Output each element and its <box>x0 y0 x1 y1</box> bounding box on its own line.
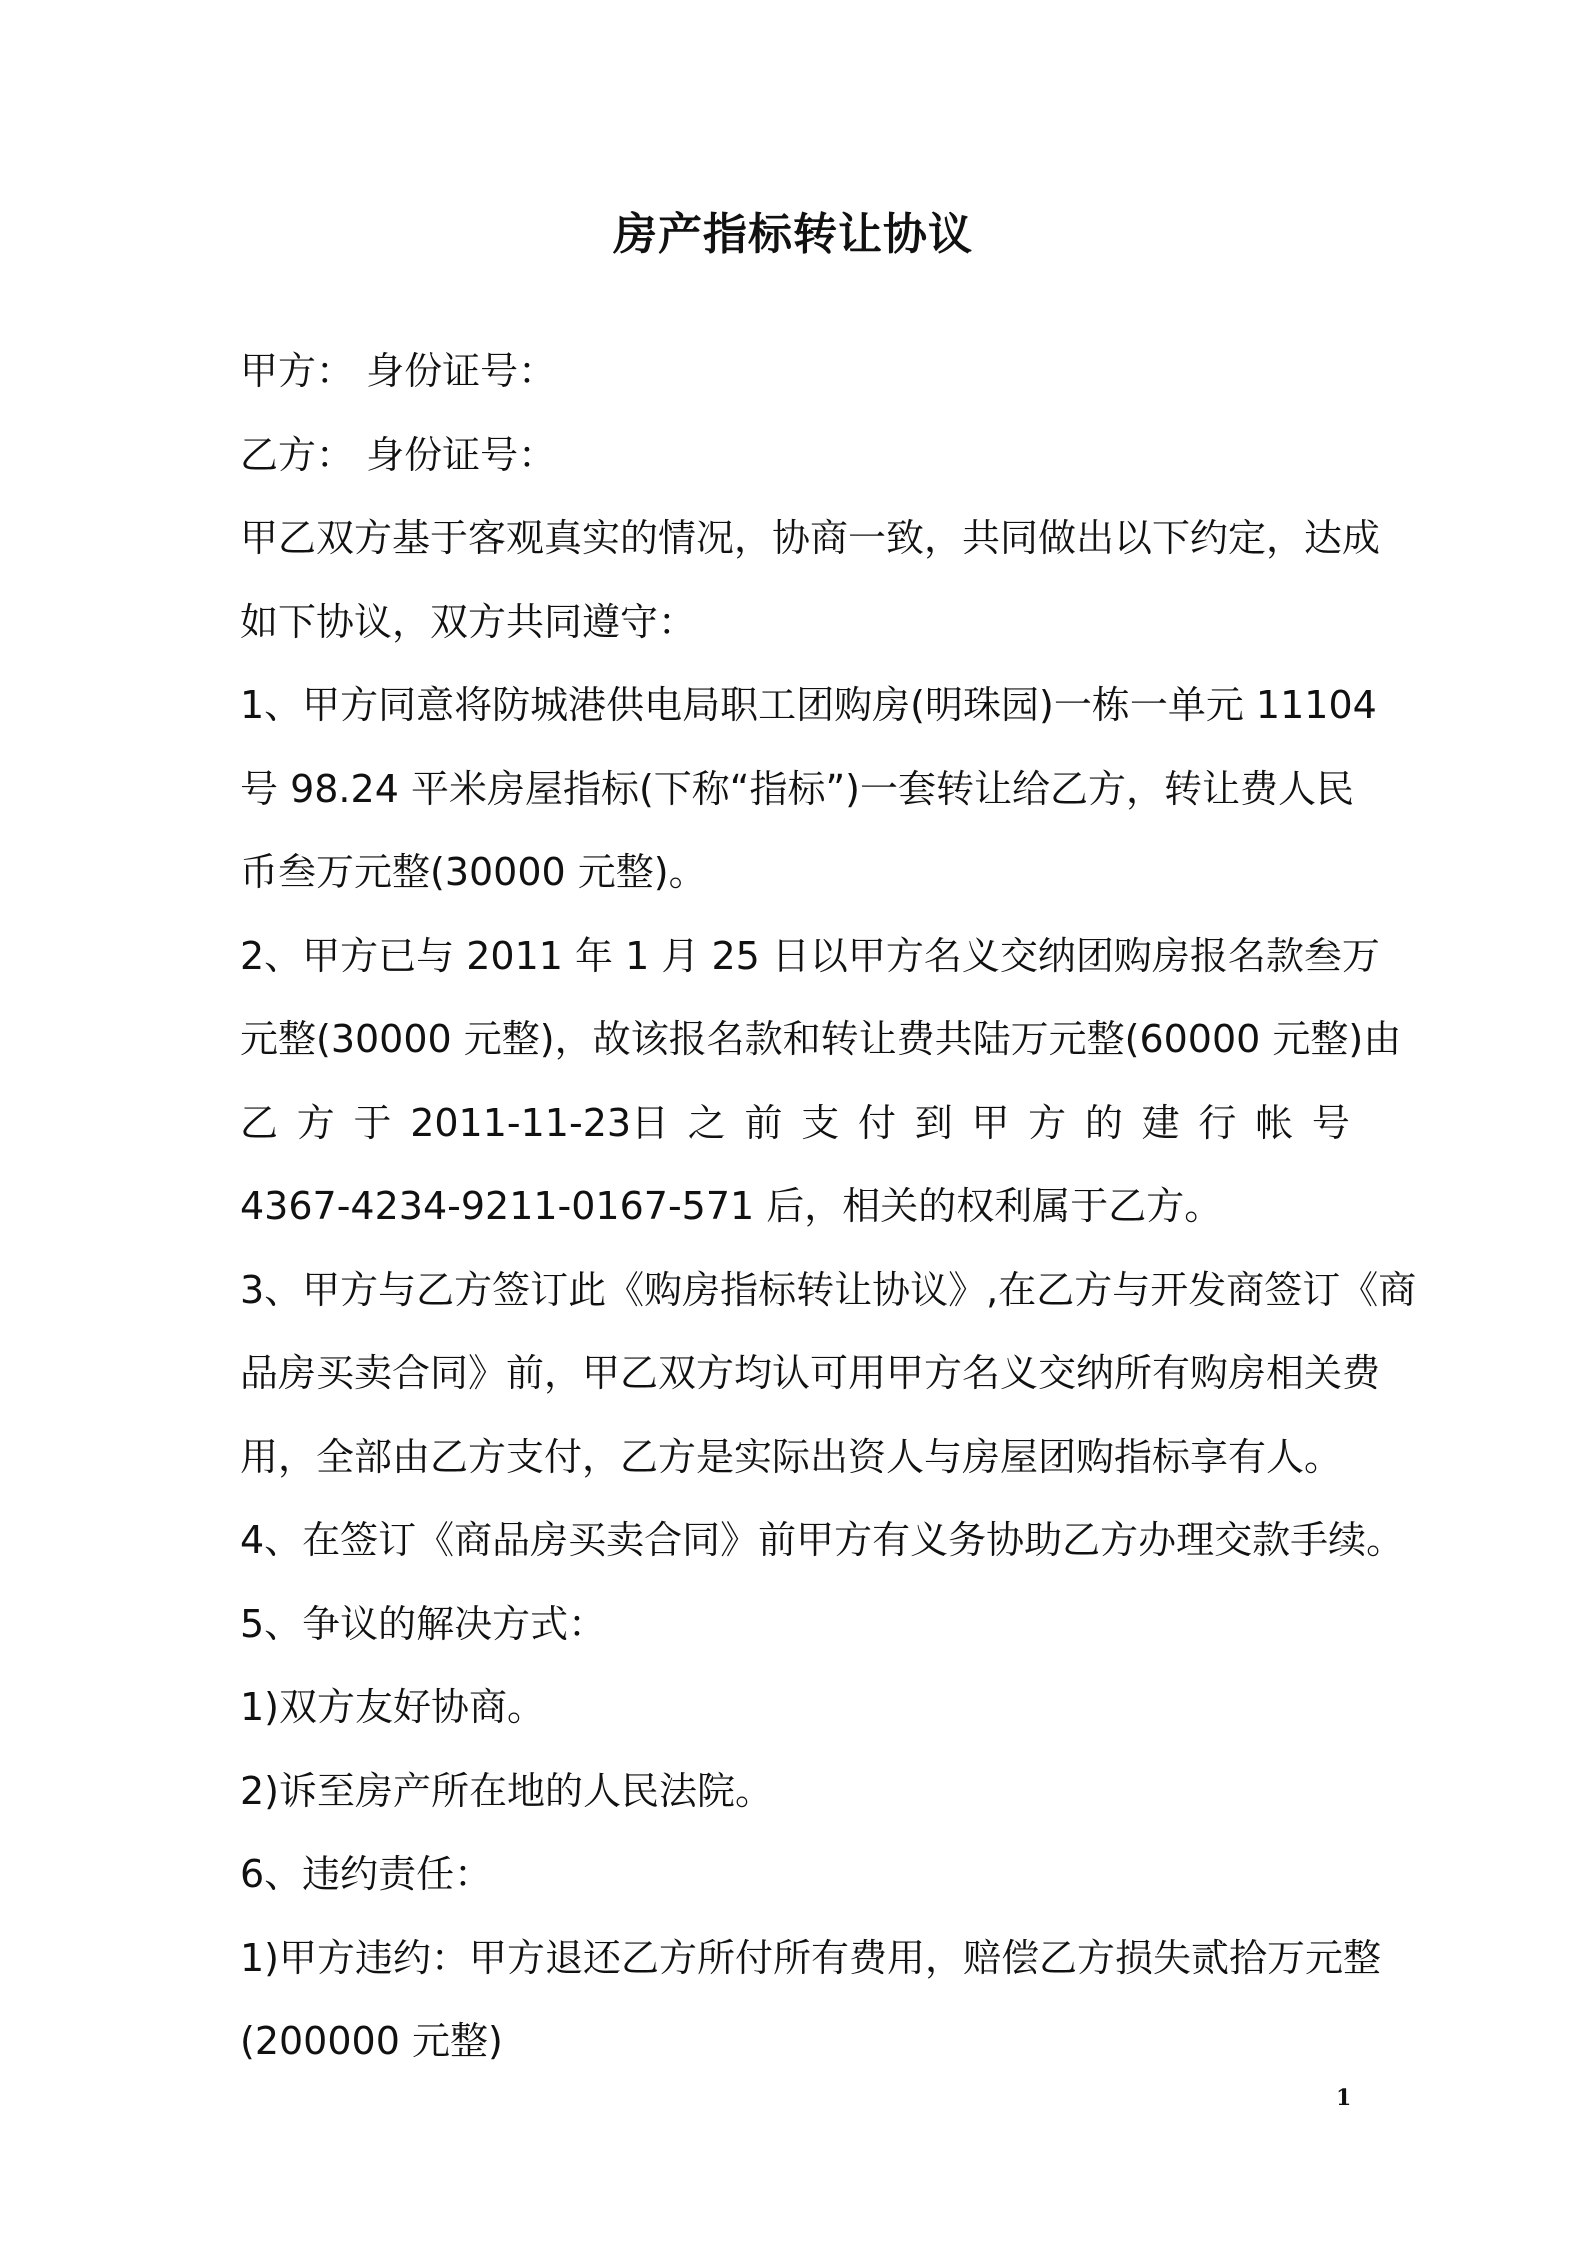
clause-5-item: 1)双方友好协商。 <box>240 1685 546 1729</box>
clause-5-heading: 5、争议的解决方式： <box>240 1601 607 1646</box>
justified-word: 之 <box>687 1100 726 1145</box>
justified-word: 行 <box>1198 1100 1237 1145</box>
clause-3-line: 用，全部由乙方支付，乙方是实际出资人与房屋团购指标享有人。 <box>240 1434 1343 1479</box>
clause-2-line: 4367-4234-9211-0167-571 后，相关的权利属于乙方。 <box>240 1184 1223 1228</box>
clause-6-item: (200000 元整) <box>240 2019 503 2063</box>
justified-word: 号 <box>1311 1100 1350 1145</box>
preamble-line: 如下协议，双方共同遵守： <box>240 599 697 644</box>
justified-word: 帐 <box>1255 1100 1294 1145</box>
justified-word: 到 <box>914 1100 953 1145</box>
clause-6-heading: 6、违约责任： <box>240 1852 493 1896</box>
justified-word: 付 <box>857 1100 896 1145</box>
clause-6-item: 1)甲方违约：甲方退还乙方所付所有费用，赔偿乙方损失贰拾万元整 <box>240 1935 1382 1980</box>
clause-2-justified-line <box>240 1082 1350 1166</box>
clause-4-line: 4、在签订《商品房买卖合同》前甲方有义务协助乙方办理交款手续。 <box>240 1518 1405 1562</box>
justified-word: 支 <box>801 1100 840 1145</box>
justified-word: 2011-11-23日 <box>410 1100 670 1145</box>
page-number: 1 <box>1336 2085 1352 2111</box>
document-body <box>240 330 1417 2084</box>
party-b-line: 乙方： 身份证号： <box>240 432 557 477</box>
clause-2-line: 元整(30000 元整)，故该报名款和转让费共陆万元整(60000 元整)由 <box>240 1017 1402 1061</box>
clause-2-line: 2、甲方已与 2011 年 1 月 25 日以甲方名义交纳团购房报名款叁万 <box>240 933 1380 978</box>
clause-1-line: 号 98.24 平米房屋指标(下称“指标”)一套转让给乙方，转让费人民 <box>240 766 1354 811</box>
justified-word: 方 <box>1028 1100 1067 1145</box>
preamble-line: 甲乙双方基于客观真实的情况，协商一致，共同做出以下约定，达成 <box>240 516 1381 560</box>
clause-1-line: 币叁万元整(30000 元整)。 <box>240 850 707 894</box>
document-title: 房产指标转让协议 <box>613 209 973 260</box>
justified-word: 前 <box>744 1100 783 1145</box>
clause-3-line: 3、甲方与乙方签订此《购房指标转让协议》,在乙方与开发商签订《商 <box>240 1267 1417 1312</box>
clause-5-item: 2)诉至房产所在地的人民法院。 <box>240 1768 774 1813</box>
justified-word: 于 <box>353 1100 392 1145</box>
justified-word: 方 <box>296 1100 335 1145</box>
justified-word: 甲 <box>971 1100 1010 1145</box>
clause-3-line: 品房买卖合同》前，甲乙双方均认可用甲方名义交纳所有购房相关费 <box>240 1351 1381 1395</box>
clause-1-line: 1、甲方同意将防城港供电局职工团购房(明珠园)一栋一单元 11104 <box>240 683 1377 727</box>
party-a-line: 甲方： 身份证号： <box>240 349 557 393</box>
justified-word: 的 <box>1084 1100 1123 1145</box>
justified-word: 建 <box>1141 1100 1180 1145</box>
justified-word: 乙 <box>240 1100 279 1145</box>
